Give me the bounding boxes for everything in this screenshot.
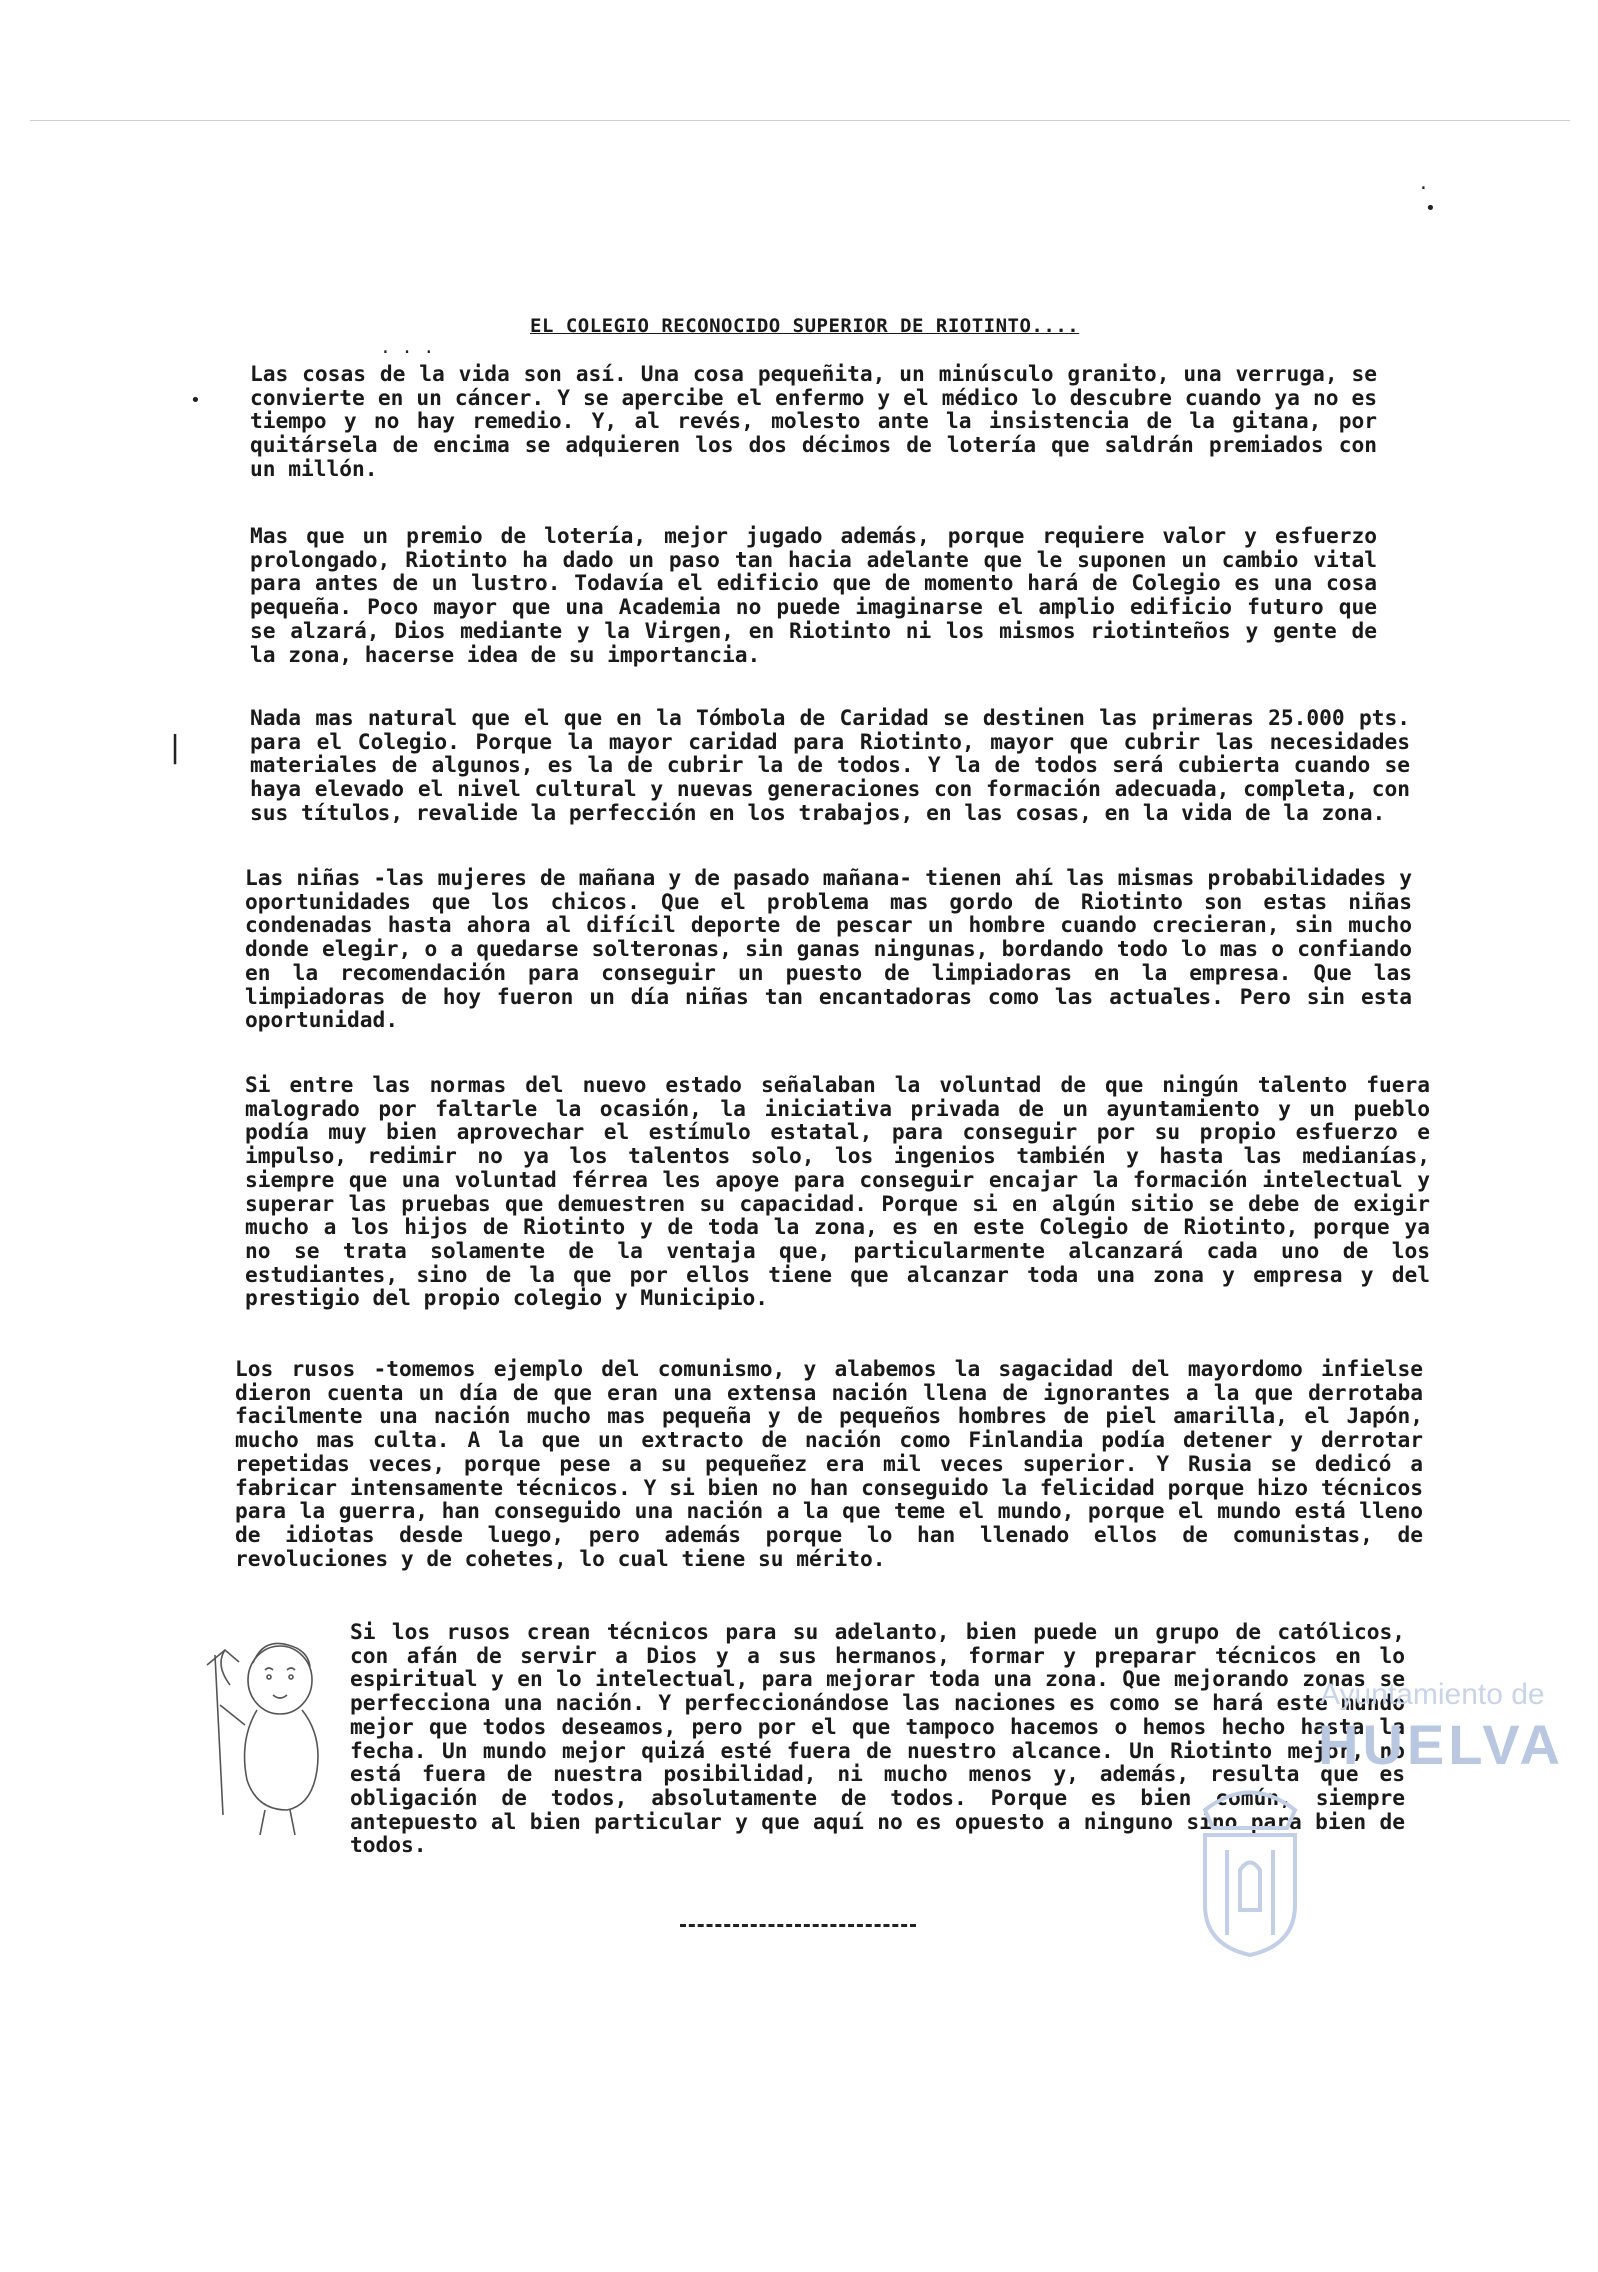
closing-divider	[680, 1924, 916, 1927]
ink-mark: |	[166, 730, 185, 765]
ink-mark: ·	[1418, 178, 1429, 199]
cherub-drawing-icon	[195, 1625, 335, 1845]
document-title: EL COLEGIO RECONOCIDO SUPERIOR DE RIOTINTO....	[530, 315, 1080, 337]
watermark-line-2: HUELVA	[1318, 1713, 1564, 1776]
paragraph-4: Las niñas -las mujeres de mañana y de pasado mañana- tienen ahí las mismas probabilidades y oportunidades que los chicos. Que el problema mas gordo de Riotinto son estas niñas condenadas hasta ahora al difícil deporte de pescar un hombre cuando crecieran, sin mucho donde elegir, o a quedarse solteronas, sin ganas ningunas, bordando todo lo mas o confiando en la recomendación para conseguir un puesto de limpiadoras en la empresa. Que las limpiadoras de hoy fueron un día niñas tan encantadoras como las actuales. Pero sin esta oportunidad.	[245, 865, 1412, 1033]
watermark-line-1: Ayuntamiento de	[1320, 1678, 1545, 1711]
paragraph-6: Los rusos -tomemos ejemplo del comunismo, y alabemos la sagacidad del mayordomo infielse dieron cuenta un día de que eran una extensa nación llena de ignorantes a la que derrotaba facilmente una nación mucho mas pequeña y de pequeños hombres de piel amarilla, el Japón, mucho mas culta. A la que un extracto de nación como Finlandia podía detener y derrotar repetidas veces, porque pese a su pequeñez era mil veces superior. Y Rusia se dedicó a fabricar intensamente técnicos. Y si bien no han conseguido la felicidad porque hizo técnicos para la guerra, han conseguido una nación a la que teme el mundo, porque el mundo está lleno de idiotas desde luego, pero además porque lo han llenado ellos de comunistas, de revoluciones y de cohetes, lo cual tiene su mérito.	[235, 1356, 1423, 1571]
paragraph-1: Las cosas de la vida son así. Una cosa pequeñita, un minúsculo granito, una verruga, se convierte en un cáncer. Y se apercibe el enfermo y el médico lo descubre cuando ya no es tiempo y no hay remedio. Y, al revés, molesto ante la insistencia de la gitana, por quitársela de encima se adquieren los dos décimos de lotería que saldrán premiados con un millón.	[250, 361, 1377, 481]
paragraph-5: Si entre las normas del nuevo estado señalaban la voluntad de que ningún talento fuera malogrado por faltarle la ocasión, la iniciativa privada de un ayuntamiento y un pueblo podía muy bien aprovechar el estímulo estatal, para conseguir por su propio esfuerzo e impulso, redimir no ya los talentos solo, los ingenios también y hasta las medianías, siempre que una voluntad férrea les apoye para conseguir encajar la formación intelectual y superar las pruebas que demuestren su capacidad. Porque si en algún sitio se debe de exigir mucho a los hijos de Riotinto y de toda la zona, es en este Colegio de Riotinto, porque ya no se trata solamente de la ventaja que, particularmente alcanzará cada uno de los estudiantes, sino de la que por ellos tiene que alcanzar toda una zona y empresa y del prestigio del propio colegio y Municipio.	[245, 1072, 1430, 1311]
huelva-crest-icon	[1185, 1780, 1315, 1960]
ink-mark: •	[1425, 198, 1436, 219]
paragraph-2: Mas que un premio de lotería, mejor jugado además, porque requiere valor y esfuerzo prolongado, Riotinto ha dado un paso tan hacia adelante que le suponen un cambio vital para antes de un lustro. Todavía el edificio que de momento hará de Colegio es una cosa pequeña. Poco mayor que una Academia no puede imaginarse el amplio edificio futuro que se alzará, Dios mediante y la Virgen, en Riotinto ni los mismos riotinteños y gente de la zona, hacerse idea de su importancia.	[250, 523, 1377, 667]
paragraph-3: Nada mas natural que el que en la Tómbola de Caridad se destinen las primeras 25.000 pts. para el Colegio. Porque la mayor caridad para Riotinto, mayor que cubrir las necesidades materiales de algunos, es la de cubrir la de todos. Y la de todos será cubierta cuando se haya elevado el nivel cultural y nuevas generaciones con formación adecuada, completa, con sus títulos, revalide la perfección en los trabajos, en las cosas, en la vida de la zona.	[250, 705, 1410, 825]
ink-mark: · · ·	[380, 342, 435, 363]
paragraph-7: Si los rusos crean técnicos para su adelanto, bien puede un grupo de católicos, con afán de servir a Dios y a sus hermanos, formar y preparar técnicos en lo espiritual y en lo intelectual, para mejorar toda una zona. Que mejorando zonas se perfecciona una nación. Y perfeccionándose las naciones es como se hará este mundo mejor que todos deseamos, pero por el que tampoco hacemos o hemos hecho hasta la fecha. Un mundo mejor quizá esté fuera de nuestro alcance. Un Riotinto mejor, no está fuera de nuestra posibilidad, ni mucho menos y, además, resulta que es obligación de todos, absolutamente de todos. Porque es bien común, siempre antepuesto al bien particular y que aquí no es opuesto a ninguno sino para bien de todos.	[350, 1619, 1405, 1858]
ink-mark: •	[190, 390, 201, 411]
